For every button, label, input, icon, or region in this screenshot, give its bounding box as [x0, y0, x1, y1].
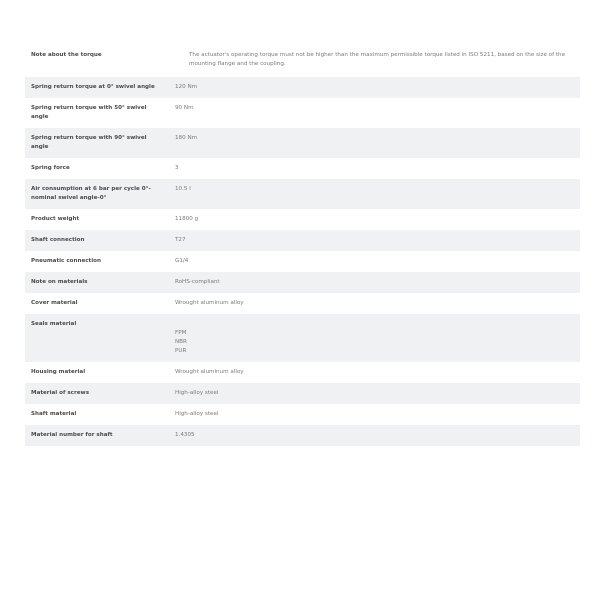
spec-row-seals-material	[25, 314, 580, 362]
spec-label: Air consumption at 6 bar per cycle 0°-nominal swivel angle-0°	[25, 179, 169, 209]
spec-value: Wrought aluminum alloy	[175, 300, 244, 306]
spec-value: Wrought aluminum alloy	[175, 369, 244, 375]
spec-value: 90 Nm	[175, 105, 194, 111]
spec-value: High-alloy steel	[175, 411, 219, 417]
spec-value: RoHS-compliant	[169, 272, 580, 293]
spec-row-spring-torque-50	[25, 98, 580, 128]
spec-label: Material number for shaft	[25, 425, 169, 446]
spec-label: Material of screws	[25, 383, 169, 404]
spec-label: Spring return torque at 0° swivel angle	[25, 77, 169, 98]
spec-label: Cover material	[31, 300, 78, 306]
seal-material-item	[175, 320, 574, 329]
spec-row-shaft-connection	[25, 230, 580, 251]
seal-material-item: NBR	[175, 339, 187, 345]
spec-row-spring-force	[25, 158, 580, 179]
spec-label: Spring return torque with 50° swivel angle	[31, 105, 147, 120]
seal-material-item: PUR	[175, 348, 187, 354]
spec-row-note-materials	[25, 272, 580, 293]
spec-label: Note about the torque	[31, 52, 102, 58]
spec-value: 3	[175, 165, 179, 171]
spec-row-shaft-material	[25, 404, 580, 425]
spec-row-air-consumption	[25, 179, 580, 209]
spec-row-product-weight	[25, 209, 580, 230]
spec-label: Product weight	[31, 216, 80, 222]
spec-label: Note on materials	[25, 272, 169, 293]
spec-value: High-alloy steel	[169, 383, 580, 404]
spec-label: Seals material	[25, 314, 169, 362]
spec-value: 180 Nm	[169, 128, 580, 158]
seal-material-item: FPM	[175, 330, 187, 336]
spec-value: 10.5 l	[169, 179, 580, 209]
spec-label: Housing material	[31, 369, 86, 375]
spec-row-spring-torque-0	[25, 77, 580, 98]
spec-label: Pneumatic connection	[31, 258, 101, 264]
spec-row-spring-torque-90	[25, 128, 580, 158]
spec-value: G1/4	[175, 258, 189, 264]
spec-label: Spring return torque with 90° swivel angle	[25, 128, 169, 158]
spec-value: The actuator's operating torque must not be higher than the maximum permissible torque listed in ISO 5211, based on the size of the mounting flange and the coupling.	[189, 52, 566, 67]
spec-row-screws-material	[25, 383, 580, 404]
specifications-table	[25, 45, 580, 446]
spec-label: Spring force	[31, 165, 70, 171]
spec-value: 120 Nm	[169, 77, 580, 98]
spec-label: Shaft material	[31, 411, 77, 417]
spec-row-cover-material	[25, 293, 580, 314]
spec-value: 11800 g	[175, 216, 199, 222]
spec-value: 1.4305	[169, 425, 580, 446]
spec-label: Shaft connection	[25, 230, 169, 251]
spec-value: T27	[169, 230, 580, 251]
spec-row-shaft-material-number	[25, 425, 580, 446]
spec-value	[169, 314, 580, 362]
spec-row-housing-material	[25, 362, 580, 383]
spec-row-pneumatic-connection	[25, 251, 580, 272]
spec-row-torque-note	[25, 45, 580, 77]
